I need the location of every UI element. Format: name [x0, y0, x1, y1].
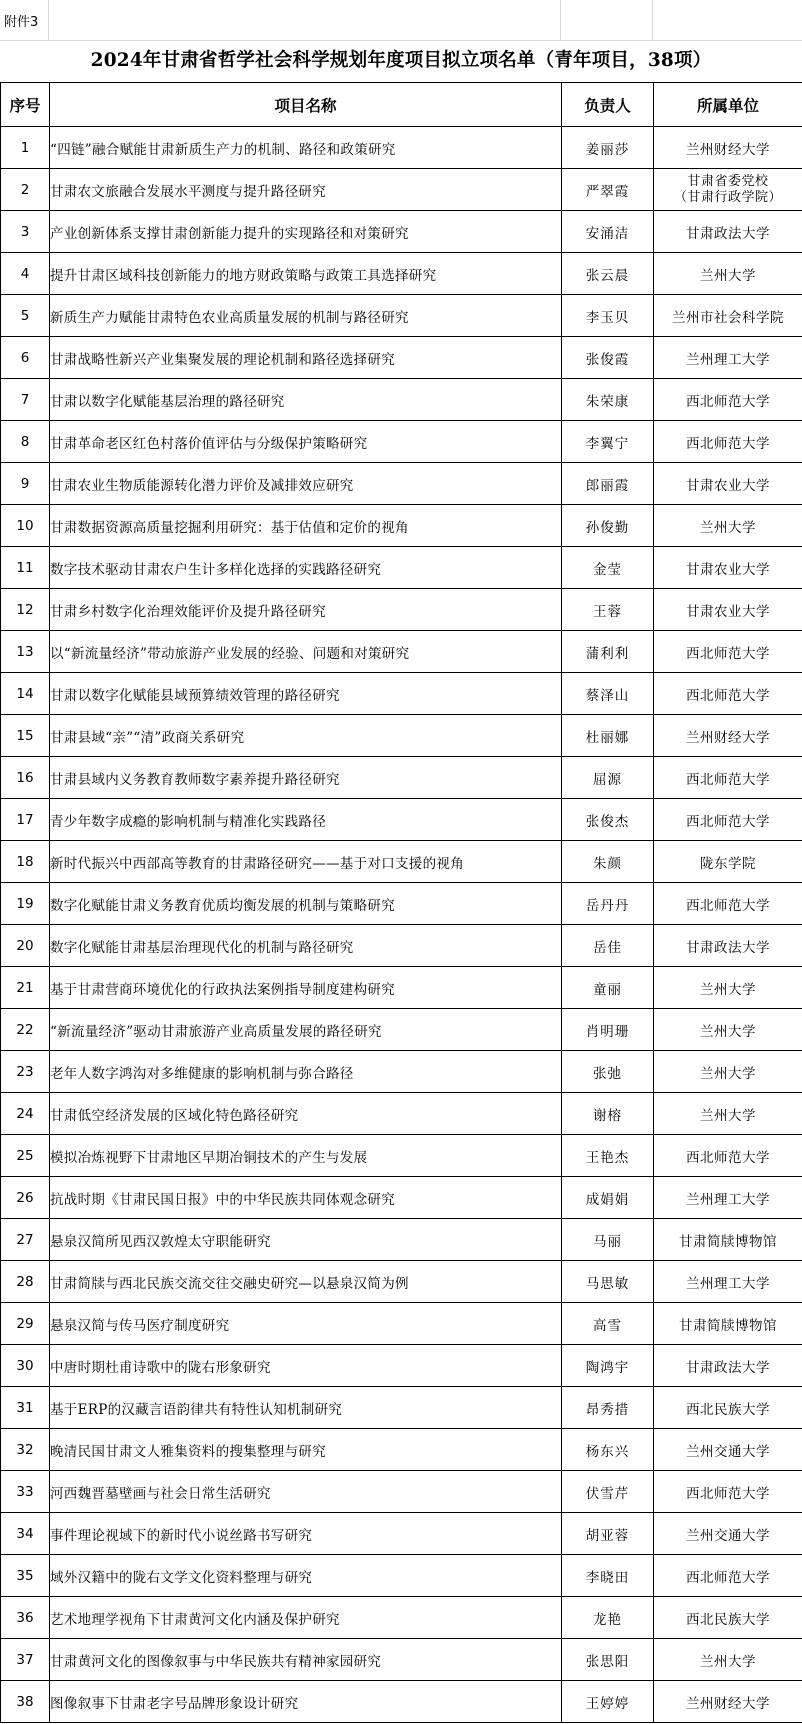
row-index-cell: 5: [1, 295, 50, 337]
row-index-cell: 37: [1, 1639, 50, 1681]
table-row: [1, 1093, 802, 1135]
unit-cell: 兰州大学: [654, 1093, 802, 1135]
table-row: [1, 1513, 802, 1555]
project-name-cell: 模拟冶炼视野下甘肃地区早期冶铜技术的产生与发展: [50, 1135, 562, 1177]
unit-cell: 甘肃农业大学: [654, 589, 802, 631]
table-row: [1, 799, 802, 841]
leader-cell: 成娟娟: [562, 1177, 654, 1219]
project-name-cell: 甘肃革命老区红色村落价值评估与分级保护策略研究: [50, 421, 562, 463]
project-name-cell: 晚清民国甘肃文人雅集资料的搜集整理与研究: [50, 1429, 562, 1471]
unit-cell: 甘肃政法大学: [654, 925, 802, 967]
project-name-cell: 悬泉汉简与传马医疗制度研究: [50, 1303, 562, 1345]
row-index-cell: 27: [1, 1219, 50, 1261]
row-index-cell: 36: [1, 1597, 50, 1639]
row-index-cell: 14: [1, 673, 50, 715]
project-name-cell: 数字化赋能甘肃基层治理现代化的机制与路径研究: [50, 925, 562, 967]
row-index-cell: 18: [1, 841, 50, 883]
row-index-cell: 12: [1, 589, 50, 631]
row-index-cell: 23: [1, 1051, 50, 1093]
row-index-cell: 3: [1, 211, 50, 253]
unit-line-1: 甘肃省委党校: [687, 173, 769, 189]
table-row: [1, 967, 802, 1009]
row-index-cell: 24: [1, 1093, 50, 1135]
project-name-cell: 以“新流量经济”带动旅游产业发展的经验、问题和对策研究: [50, 631, 562, 673]
leader-cell: 金莹: [562, 547, 654, 589]
project-name-cell: 中唐时期杜甫诗歌中的陇右形象研究: [50, 1345, 562, 1387]
unit-cell: 西北民族大学: [654, 1597, 802, 1639]
unit-cell: 兰州理工大学: [654, 1177, 802, 1219]
gridline: [560, 0, 561, 40]
unit-cell: 西北师范大学: [654, 421, 802, 463]
table-row: [1, 1177, 802, 1219]
leader-cell: 蒲利利: [562, 631, 654, 673]
unit-cell: 西北师范大学: [654, 631, 802, 673]
project-name-cell: “新流量经济”驱动甘肃旅游产业高质量发展的路径研究: [50, 1009, 562, 1051]
project-name-cell: 事件理论视域下的新时代小说丝路书写研究: [50, 1513, 562, 1555]
project-name-cell: 甘肃简牍与西北民族交流交往交融史研究—以悬泉汉简为例: [50, 1261, 562, 1303]
leader-cell: 蔡泽山: [562, 673, 654, 715]
row-index-cell: 38: [1, 1681, 50, 1723]
leader-cell: 安涌洁: [562, 211, 654, 253]
project-name-cell: 基于ERP的汉藏言语韵律共有特性认知机制研究: [50, 1387, 562, 1429]
table-row: [1, 211, 802, 253]
project-name-cell: 甘肃农业生物质能源转化潜力评价及减排效应研究: [50, 463, 562, 505]
table-row: [1, 253, 802, 295]
unit-cell: 西北师范大学: [654, 1471, 802, 1513]
unit-cell: 甘肃农业大学: [654, 547, 802, 589]
row-index-cell: 29: [1, 1303, 50, 1345]
project-name-cell: 悬泉汉简所见西汉敦煌太守职能研究: [50, 1219, 562, 1261]
gridline: [652, 0, 653, 40]
row-index-cell: 7: [1, 379, 50, 421]
project-name-cell: 甘肃县域内义务教育教师数字素养提升路径研究: [50, 757, 562, 799]
table-row: [1, 1387, 802, 1429]
unit-cell: 西北师范大学: [654, 757, 802, 799]
project-name-cell: 艺术地理学视角下甘肃黄河文化内涵及保护研究: [50, 1597, 562, 1639]
table-row: [1, 505, 802, 547]
project-name-cell: 数字化赋能甘肃义务教育优质均衡发展的机制与策略研究: [50, 883, 562, 925]
leader-cell: 岳丹丹: [562, 883, 654, 925]
table-row: [1, 1219, 802, 1261]
table-row: [1, 1639, 802, 1681]
unit-cell: 西北民族大学: [654, 1387, 802, 1429]
row-index-cell: 13: [1, 631, 50, 673]
unit-cell: 兰州大学: [654, 1051, 802, 1093]
project-name-cell: 抗战时期《甘肃民国日报》中的中华民族共同体观念研究: [50, 1177, 562, 1219]
project-name-cell: 数字技术驱动甘肃农户生计多样化选择的实践路径研究: [50, 547, 562, 589]
leader-cell: 伏雪芹: [562, 1471, 654, 1513]
table-row: [1, 1135, 802, 1177]
column-header-leader: 负责人: [562, 83, 654, 127]
leader-cell: 李玉贝: [562, 295, 654, 337]
leader-cell: 李翼宁: [562, 421, 654, 463]
gridline: [48, 0, 49, 40]
table-row: [1, 547, 802, 589]
row-index-cell: 4: [1, 253, 50, 295]
project-name-cell: 基于甘肃营商环境优化的行政执法案例指导制度建构研究: [50, 967, 562, 1009]
leader-cell: 王艳杰: [562, 1135, 654, 1177]
unit-line-2: （甘肃行政学院）: [673, 189, 782, 205]
unit-cell: 西北师范大学: [654, 799, 802, 841]
leader-cell: 杜丽娜: [562, 715, 654, 757]
leader-cell: 童丽: [562, 967, 654, 1009]
row-index-cell: 9: [1, 463, 50, 505]
leader-cell: 张思阳: [562, 1639, 654, 1681]
table-row: [1, 421, 802, 463]
row-index-cell: 17: [1, 799, 50, 841]
project-name-cell: 甘肃以数字化赋能基层治理的路径研究: [50, 379, 562, 421]
unit-cell: 甘肃政法大学: [654, 211, 802, 253]
column-header-name: 项目名称: [50, 83, 562, 127]
leader-cell: 马丽: [562, 1219, 654, 1261]
leader-cell: 杨东兴: [562, 1429, 654, 1471]
row-index-cell: 8: [1, 421, 50, 463]
unit-cell: 兰州市社会科学院: [654, 295, 802, 337]
unit-cell: 兰州理工大学: [654, 337, 802, 379]
unit-cell: 兰州财经大学: [654, 1681, 802, 1723]
unit-cell: 甘肃简牍博物馆: [654, 1219, 802, 1261]
project-name-cell: 老年人数字鸿沟对多维健康的影响机制与弥合路径: [50, 1051, 562, 1093]
leader-cell: 朱荣康: [562, 379, 654, 421]
leader-cell: 胡亚蓉: [562, 1513, 654, 1555]
unit-cell: 西北师范大学: [654, 1555, 802, 1597]
leader-cell: 昂秀措: [562, 1387, 654, 1429]
unit-cell: 西北师范大学: [654, 883, 802, 925]
project-name-cell: 甘肃县域“亲”“清”政商关系研究: [50, 715, 562, 757]
table-row: [1, 1009, 802, 1051]
table-row: [1, 1597, 802, 1639]
row-index-cell: 20: [1, 925, 50, 967]
row-index-cell: 30: [1, 1345, 50, 1387]
table-row: [1, 589, 802, 631]
project-name-cell: 甘肃乡村数字化治理效能评价及提升路径研究: [50, 589, 562, 631]
leader-cell: 朱颜: [562, 841, 654, 883]
project-name-cell: 甘肃数据资源高质量挖掘利用研究：基于估值和定价的视角: [50, 505, 562, 547]
unit-cell: 兰州理工大学: [654, 1261, 802, 1303]
table-row: [1, 169, 802, 211]
project-name-cell: 甘肃低空经济发展的区域化特色路径研究: [50, 1093, 562, 1135]
leader-cell: 郎丽霞: [562, 463, 654, 505]
unit-cell: 甘肃农业大学: [654, 463, 802, 505]
leader-cell: 李晓田: [562, 1555, 654, 1597]
table-row: [1, 1261, 802, 1303]
leader-cell: 张俊霞: [562, 337, 654, 379]
project-name-cell: 青少年数字成瘾的影响机制与精准化实践路径: [50, 799, 562, 841]
unit-cell: 兰州财经大学: [654, 127, 802, 169]
project-name-cell: 甘肃战略性新兴产业集聚发展的理论机制和路径选择研究: [50, 337, 562, 379]
project-name-cell: 河西魏晋墓壁画与社会日常生活研究: [50, 1471, 562, 1513]
project-name-cell: 产业创新体系支撑甘肃创新能力提升的实现路径和对策研究: [50, 211, 562, 253]
unit-cell: 西北师范大学: [654, 1135, 802, 1177]
row-index-cell: 34: [1, 1513, 50, 1555]
row-index-cell: 26: [1, 1177, 50, 1219]
table-row: [1, 337, 802, 379]
table-row: [1, 1681, 802, 1723]
attachment-label: 附件3: [4, 15, 39, 30]
leader-cell: 孙俊勤: [562, 505, 654, 547]
row-index-cell: 11: [1, 547, 50, 589]
table-row: [1, 631, 802, 673]
spreadsheet-top-row: [0, 0, 802, 41]
unit-cell: 兰州交通大学: [654, 1513, 802, 1555]
column-header-unit: 所属单位: [654, 83, 802, 127]
row-index-cell: 25: [1, 1135, 50, 1177]
table-row: [1, 1345, 802, 1387]
row-index-cell: 10: [1, 505, 50, 547]
project-name-cell: “四链”融合赋能甘肃新质生产力的机制、路径和政策研究: [50, 127, 562, 169]
leader-cell: 张俊杰: [562, 799, 654, 841]
leader-cell: 姜丽莎: [562, 127, 654, 169]
row-index-cell: 1: [1, 127, 50, 169]
project-table: [0, 82, 802, 1723]
project-name-cell: 新质生产力赋能甘肃特色农业高质量发展的机制与路径研究: [50, 295, 562, 337]
unit-cell: 西北师范大学: [654, 673, 802, 715]
row-index-cell: 35: [1, 1555, 50, 1597]
row-index-cell: 22: [1, 1009, 50, 1051]
unit-cell: 甘肃政法大学: [654, 1345, 802, 1387]
row-index-cell: 2: [1, 169, 50, 211]
table-body: [1, 127, 802, 1723]
row-index-cell: 6: [1, 337, 50, 379]
unit-cell: 兰州财经大学: [654, 715, 802, 757]
leader-cell: 龙艳: [562, 1597, 654, 1639]
leader-cell: 高雪: [562, 1303, 654, 1345]
unit-cell: 甘肃简牍博物馆: [654, 1303, 802, 1345]
leader-cell: 岳佳: [562, 925, 654, 967]
project-name-cell: 域外汉籍中的陇右文学文化资料整理与研究: [50, 1555, 562, 1597]
leader-cell: 张云晨: [562, 253, 654, 295]
row-index-cell: 15: [1, 715, 50, 757]
page-title: 2024年甘肃省哲学社会科学规划年度项目拟立项名单（青年项目，38项）: [90, 50, 712, 71]
leader-cell: 王婷婷: [562, 1681, 654, 1723]
project-name-cell: 新时代振兴中西部高等教育的甘肃路径研究——基于对口支援的视角: [50, 841, 562, 883]
table-row: [1, 1471, 802, 1513]
row-index-cell: 32: [1, 1429, 50, 1471]
leader-cell: 肖明珊: [562, 1009, 654, 1051]
leader-cell: 陶鸿宇: [562, 1345, 654, 1387]
table-row: [1, 925, 802, 967]
leader-cell: 张弛: [562, 1051, 654, 1093]
project-name-cell: 提升甘肃区域科技创新能力的地方财政策略与政策工具选择研究: [50, 253, 562, 295]
leader-cell: 严翠霞: [562, 169, 654, 211]
table-row: [1, 127, 802, 169]
row-index-cell: 19: [1, 883, 50, 925]
leader-cell: 谢榕: [562, 1093, 654, 1135]
row-index-cell: 33: [1, 1471, 50, 1513]
leader-cell: 屈源: [562, 757, 654, 799]
table-row: [1, 715, 802, 757]
table-row: [1, 1555, 802, 1597]
row-index-cell: 31: [1, 1387, 50, 1429]
table-row: [1, 295, 802, 337]
unit-cell: 兰州大学: [654, 967, 802, 1009]
table-row: [1, 379, 802, 421]
table-row: [1, 463, 802, 505]
row-index-cell: 28: [1, 1261, 50, 1303]
unit-cell: 兰州大学: [654, 253, 802, 295]
unit-cell: 兰州大学: [654, 1009, 802, 1051]
table-row: [1, 1051, 802, 1093]
unit-cell: 兰州大学: [654, 1639, 802, 1681]
row-index-cell: 21: [1, 967, 50, 1009]
table-header-row: [1, 83, 802, 127]
leader-cell: 马思敏: [562, 1261, 654, 1303]
unit-cell: 兰州大学: [654, 505, 802, 547]
project-name-cell: 甘肃黄河文化的图像叙事与中华民族共有精神家园研究: [50, 1639, 562, 1681]
table-row: [1, 841, 802, 883]
project-name-cell: 甘肃农文旅融合发展水平测度与提升路径研究: [50, 169, 562, 211]
unit-cell: 兰州交通大学: [654, 1429, 802, 1471]
row-index-cell: 16: [1, 757, 50, 799]
project-name-cell: 甘肃以数字化赋能县域预算绩效管理的路径研究: [50, 673, 562, 715]
table-row: [1, 757, 802, 799]
unit-cell: [654, 169, 802, 211]
column-header-index: 序号: [1, 83, 50, 127]
unit-cell: 西北师范大学: [654, 379, 802, 421]
table-row: [1, 673, 802, 715]
table-row: [1, 1429, 802, 1471]
project-name-cell: 图像叙事下甘肃老字号品牌形象设计研究: [50, 1681, 562, 1723]
table-row: [1, 883, 802, 925]
leader-cell: 王蓉: [562, 589, 654, 631]
unit-cell: 陇东学院: [654, 841, 802, 883]
table-row: [1, 1303, 802, 1345]
